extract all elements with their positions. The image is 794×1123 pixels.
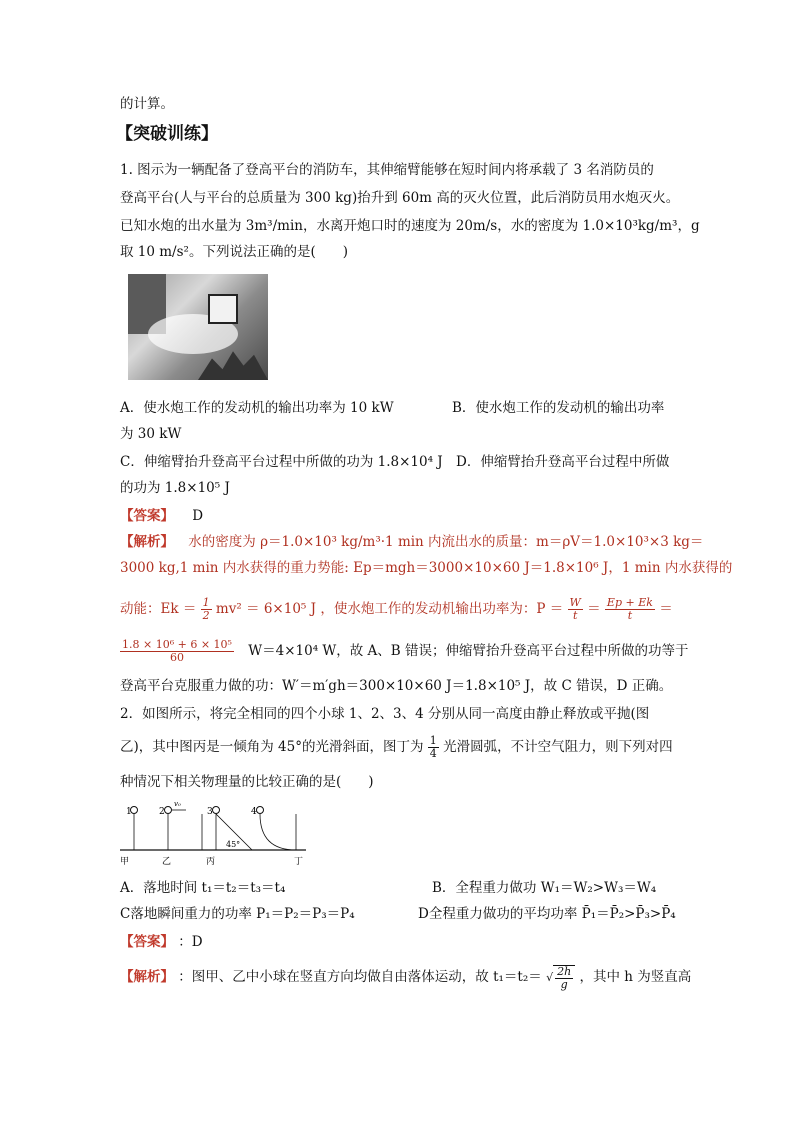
figure-label: 丁 xyxy=(294,857,304,867)
q2-option-a: A．落地时间 t₁＝t₂＝t₃＝t₄ xyxy=(120,880,286,896)
w-over-t-fraction xyxy=(568,597,583,622)
q1-explanation-1 xyxy=(120,530,704,554)
q2-text-a: 乙)，其中图丙是一倾角为 45°的光滑斜面，图丁为 xyxy=(120,739,424,755)
q1-explanation-3 xyxy=(120,594,680,624)
sqrt-expression: √ $\frac{2h}{g}$ xyxy=(546,965,575,991)
q1-option-a: A．使水炮工作的发动机的输出功率为 10 kW xyxy=(120,400,394,416)
exp-text-a: 动能：Ek ＝ xyxy=(120,601,197,617)
power-fraction xyxy=(120,639,234,664)
answer-tag: 【答案】 xyxy=(120,508,174,524)
frac-den: 2 xyxy=(202,609,210,622)
q1-line-1: 1. 图示为一辆配备了登高平台的消防车，其伸缩臂能够在短时间内将承载了 3 名消防员的 xyxy=(120,162,654,178)
q1-line-4: 取 10 m/s²。下列说法正确的是( ) xyxy=(120,244,348,260)
exp-text-c: ＝ xyxy=(587,601,601,617)
answer-value: ：D xyxy=(178,934,203,950)
frac-num: W xyxy=(569,596,581,609)
continued-text: 的计算。 xyxy=(120,96,174,112)
q2-line-2 xyxy=(120,732,680,762)
frac-den: g xyxy=(560,977,568,991)
energy-fraction xyxy=(605,597,655,622)
four-balls-diagram xyxy=(118,800,308,870)
q1-explanation-2: 3000 kg,1 min 内水获得的重力势能: Ep＝mgh＝3000×10×60 J＝1.8×10⁶ J，1 min 内水获得的 xyxy=(120,560,733,576)
section-heading: 【突破训练】 xyxy=(116,124,218,144)
q1-explanation-4 xyxy=(120,636,689,666)
figure-label: 丙 xyxy=(206,857,216,867)
q2-explanation-1 xyxy=(120,962,692,992)
q2-text-b: 光滑圆弧，不计空气阻力，则下列对四 xyxy=(443,739,673,755)
figure-label: 甲 xyxy=(120,857,130,867)
figure-label: 乙 xyxy=(162,857,172,867)
frac-num: 1 xyxy=(202,596,210,609)
q1-line-3: 已知水炮的出水量为 3m³/min，水离开炮口时的速度为 20m/s，水的密度为 1.0×10³kg/m³，g xyxy=(120,218,700,234)
explanation-text: 水的密度为 ρ＝1.0×10³ kg/m³·1 min 内流出水的质量：m＝ρV＝1.0×10³×3 kg＝ xyxy=(188,534,704,550)
q1-answer xyxy=(120,504,680,528)
q1-option-b: B．使水炮工作的发动机的输出功率 xyxy=(452,400,665,416)
explanation-tag: 【解析】 xyxy=(120,969,174,985)
q1-option-c: C．伸缩臂抬升登高平台过程中所做的功为 1.8×10⁴ J xyxy=(120,454,443,470)
frac-num: 2h xyxy=(557,964,572,978)
exp-text-b: mv² ＝ 6×10⁵ J ，使水炮工作的发动机输出功率为：P ＝ xyxy=(215,601,564,617)
frac-num: 1.8 × 10⁶ + 6 × 10⁵ xyxy=(122,638,232,651)
ball-label: 4 xyxy=(251,807,257,817)
q2-option-b: B．全程重力做功 W₁＝W₂>W₃＝W₄ xyxy=(432,880,657,896)
frac-den: t xyxy=(627,609,633,622)
half-fraction xyxy=(201,597,212,622)
platform-shape xyxy=(208,294,238,324)
fire-truck-photo xyxy=(128,274,268,380)
frac-den: 4 xyxy=(429,747,437,760)
frac-den: t xyxy=(572,609,578,622)
explanation-tag: 【解析】 xyxy=(120,534,174,550)
explanation-text-a: ：图甲、乙中小球在竖直方向均做自由落体运动，故 t₁＝t₂＝ xyxy=(178,969,542,985)
exp-text-d: ＝ xyxy=(659,601,673,617)
q2-line-3: 种情况下相关物理量的比较正确的是( ) xyxy=(120,774,374,790)
quarter-fraction xyxy=(428,735,439,760)
q1-explanation-5: 登高平台克服重力做的功：W′＝m′gh＝300×10×60 J＝1.8×10⁵ J，故 C 错误，D 正确。 xyxy=(120,678,673,694)
answer-value: D xyxy=(192,508,204,524)
frac-den: 60 xyxy=(169,651,184,664)
explanation-text-b: ，其中 h 为竖直高 xyxy=(579,969,692,985)
q1-line-2: 登高平台(人与平台的总质量为 300 kg)抬升到 60m 高的灭火位置，此后消防员用水炮灭火。 xyxy=(120,190,680,206)
answer-tag: 【答案】 xyxy=(120,934,174,950)
ball-label: 1 xyxy=(126,807,132,817)
exp-text-e: W＝4×10⁴ W，故 A、B 错误；伸缩臂抬升登高平台过程中所做的功等于 xyxy=(248,643,689,659)
frac-num: 1 xyxy=(429,734,437,747)
q1-option-d-cont: 的功为 1.8×10⁵ J xyxy=(120,480,230,496)
frac-num: Ep + Ek xyxy=(606,596,653,609)
q1-option-d: D．伸缩臂抬升登高平台过程中所做 xyxy=(456,454,670,470)
q2-option-c: C落地瞬间重力的功率 P₁＝P₂＝P₃＝P₄ xyxy=(120,906,355,922)
incline-angle-label: 45° xyxy=(226,840,241,849)
ball-label: 3 xyxy=(207,807,213,817)
q1-option-b-cont: 为 30 kW xyxy=(120,426,182,442)
q2-line-1: 2．如图所示，将完全相同的四个小球 1、2、3、4 分别从同一高度由静止释放或平抛(图 xyxy=(120,706,650,722)
ball-label: 2 xyxy=(159,807,165,817)
q2-answer xyxy=(120,930,680,954)
initial-velocity-label: v₀ xyxy=(174,800,181,808)
q2-option-d: D全程重力做功的平均功率 P̄₁＝P̄₂>P̄₃>P̄₄ xyxy=(418,906,676,922)
sqrt-radicand xyxy=(553,965,575,991)
